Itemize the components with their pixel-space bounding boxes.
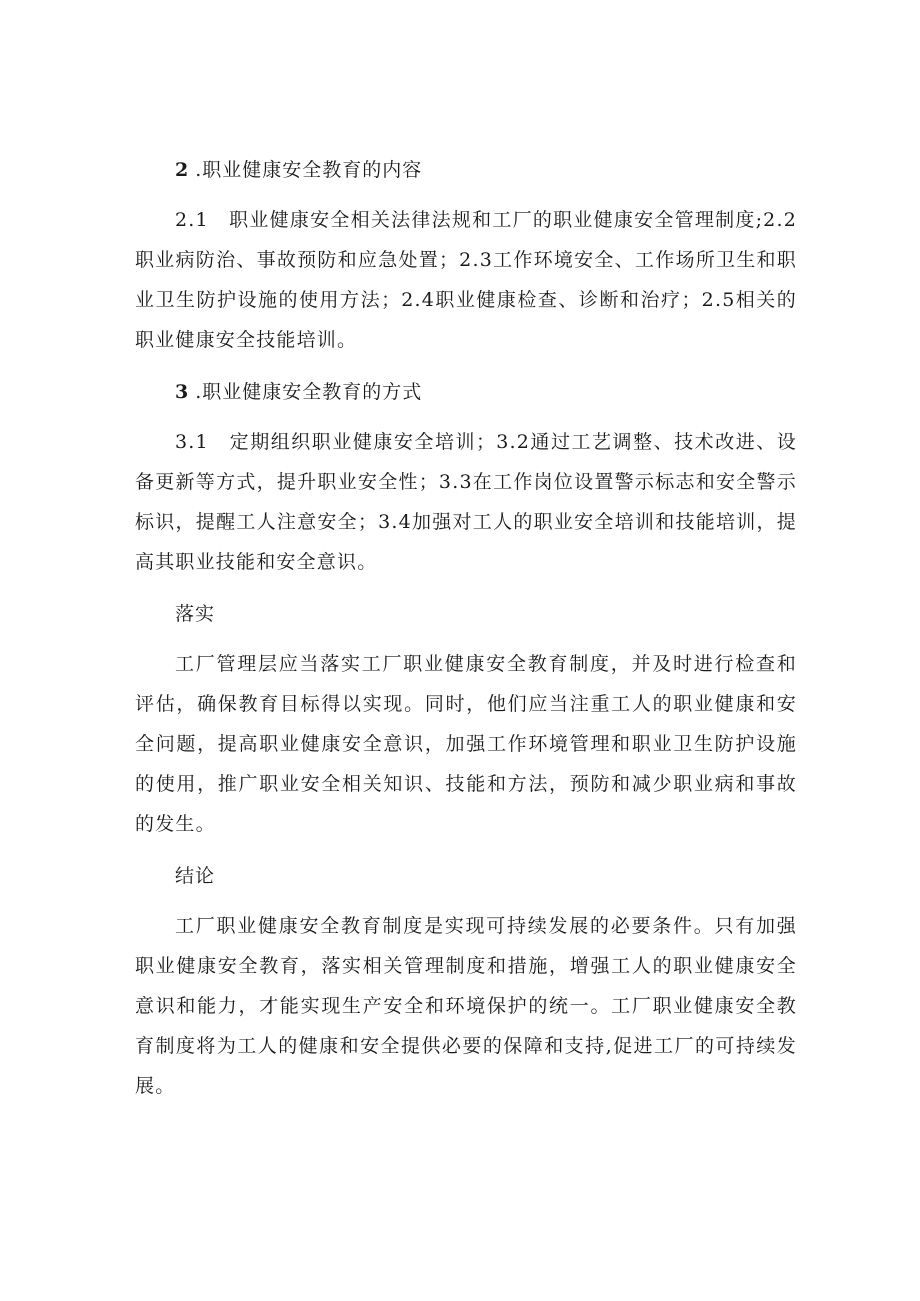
section-heading-methods <box>135 372 797 412</box>
section-title: .职业健康安全教育的内容 <box>195 159 423 181</box>
section-title: 结论 <box>175 865 216 887</box>
document-body <box>135 150 797 1118</box>
section-title: 落实 <box>175 603 216 625</box>
section-heading-conclusion <box>135 856 797 896</box>
section-number: 3 <box>175 381 190 403</box>
section-number: 2 <box>175 159 190 181</box>
section-paragraph-methods: 3.1 定期组织职业健康安全培训；3.2通过工艺调整、技术改进、设备更新等方式，提升职业安全性；3.3在工作岗位设置警示标志和安全警示标识，提醒工人注意安全；3.4加强对工人的职业安全培训和技能培训，提高其职业技能和安全意识。 <box>135 431 797 573</box>
section-heading-content <box>135 150 797 190</box>
section-heading-implementation <box>135 594 797 634</box>
section-paragraph-conclusion: 工厂职业健康安全教育制度是实现可持续发展的必要条件。只有加强职业健康安全教育，落实相关管理制度和措施，增强工人的职业健康安全意识和能力，才能实现生产安全和环境保护的统一。工厂职业健康安全教育制度将为工人的健康和安全提供必要的保障和支持,促进工厂的可持续发展。 <box>135 915 797 1097</box>
section-paragraph-content: 2.1 职业健康安全相关法律法规和工厂的职业健康安全管理制度;2.2职业病防治、事故预防和应急处置；2.3工作环境安全、工作场所卫生和职业卫生防护设施的使用方法；2.4职业健康检查、诊断和治疗；2.5相关的职业健康安全技能培训。 <box>135 209 797 351</box>
section-paragraph-implementation: 工厂管理层应当落实工厂职业健康安全教育制度，并及时进行检查和评估，确保教育目标得以实现。同时，他们应当注重工人的职业健康和安全问题，提高职业健康安全意识，加强工作环境管理和职业卫生防护设施的使用，推广职业安全相关知识、技能和方法，预防和减少职业病和事故的发生。 <box>135 653 797 835</box>
section-title: .职业健康安全教育的方式 <box>195 381 423 403</box>
